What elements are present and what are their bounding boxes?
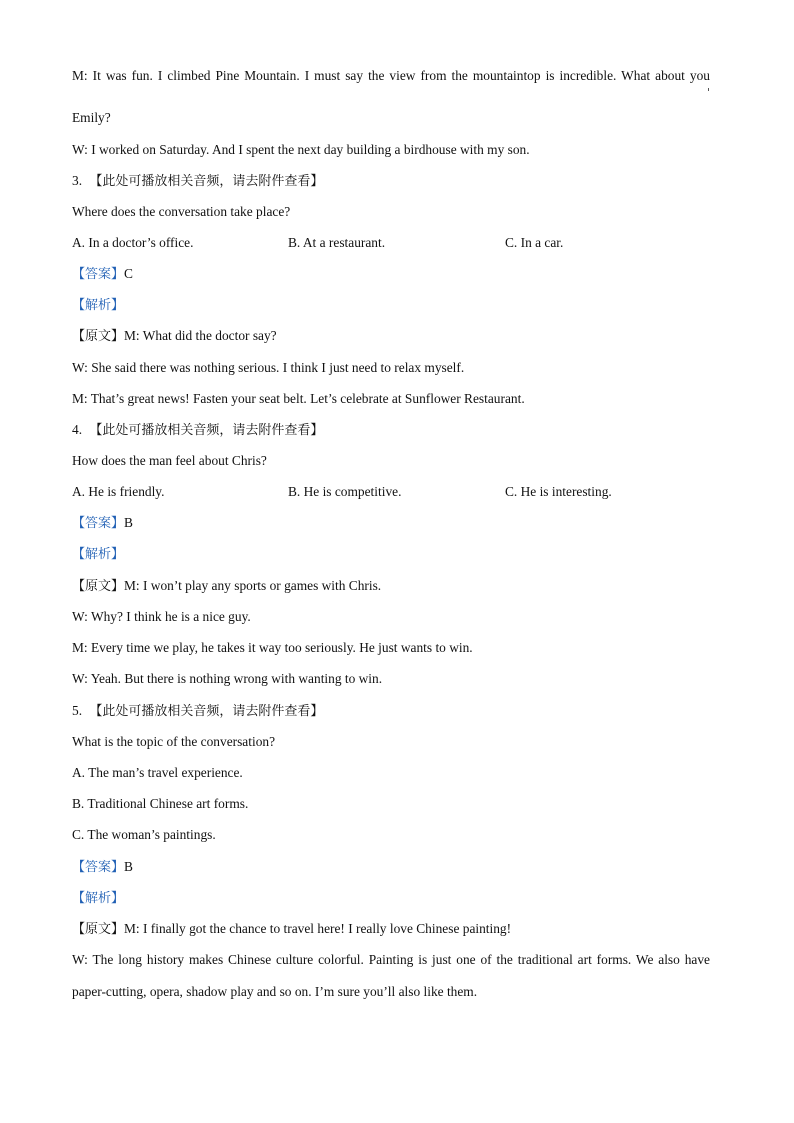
q3-option-a: A. In a doctor’s office. (72, 235, 194, 250)
transcript-text: M: What did the doctor say? (124, 328, 277, 343)
q4-analysis (72, 546, 124, 562)
q3-answer (72, 266, 133, 282)
answer-value: B (124, 515, 133, 530)
q4-transcript-line-4: W: Yeah. But there is nothing wrong with wanting to win. (72, 671, 383, 686)
q2-transcript-line-2: Emily? (72, 110, 111, 125)
q3-option-b: B. At a restaurant. (288, 235, 386, 250)
q2-transcript-line-3: W: I worked on Saturday. And I spent the next day building a birdhouse with my son. (72, 142, 530, 157)
q5-analysis (72, 890, 124, 906)
transcript-text: M: I won’t play any sports or games with Chris. (124, 578, 382, 593)
original-label: 【原文】 (72, 329, 125, 344)
q3-transcript-line-2: W: She said there was nothing serious. I think I just need to relax myself. (72, 360, 465, 375)
q4-transcript-line-3: M: Every time we play, he takes it way too seriously. He just wants to win. (72, 640, 473, 655)
q4-option-c: C. He is interesting. (505, 484, 612, 499)
q4-transcript-line-2: W: Why? I think he is a nice guy. (72, 609, 251, 624)
analysis-label: 【解析】 (72, 891, 125, 906)
q4-option-b: B. He is competitive. (288, 484, 402, 499)
q4-header (72, 422, 323, 438)
answer-label: 【答案】 (72, 267, 125, 282)
answer-label: 【答案】 (72, 516, 125, 531)
q2-transcript-line-1: M: It was fun. I climbed Pine Mountain. I must say the view from the mountaintop is incredible. What about you (72, 68, 710, 83)
audio-note: 【此处可播放相关音频，请去附件查看】 (89, 704, 324, 719)
q3-transcript-line-3: M: That’s great news! Fasten your seat belt. Let’s celebrate at Sunflower Restaurant. (72, 391, 525, 406)
q4-answer (72, 515, 133, 531)
q5-header (72, 703, 323, 719)
original-label: 【原文】 (72, 579, 125, 594)
q5-option-c: C. The woman’s paintings. (72, 827, 216, 842)
q5-transcript-line-3: paper-cutting, opera, shadow play and so on. I’m sure you’ll also like them. (72, 984, 478, 999)
q5-transcript-line-2: W: The long history makes Chinese culture colorful. Painting is just one of the traditional art forms. We also have (72, 952, 710, 967)
analysis-label: 【解析】 (72, 298, 125, 313)
audio-note: 【此处可播放相关音频，请去附件查看】 (89, 423, 324, 438)
original-label: 【原文】 (72, 922, 125, 937)
q5-transcript-line-1 (72, 921, 511, 937)
audio-note: 【此处可播放相关音频，请去附件查看】 (89, 174, 324, 189)
q3-transcript-line-1 (72, 328, 277, 344)
q4-question: How does the man feel about Chris? (72, 453, 267, 468)
q4-transcript-line-1 (72, 578, 381, 594)
q5-question: What is the topic of the conversation? (72, 734, 276, 749)
q3-option-c: C. In a car. (505, 235, 564, 250)
q5-option-a: A. The man’s travel experience. (72, 765, 243, 780)
q3-analysis (72, 297, 124, 313)
question-number: 3. (72, 173, 83, 188)
margin-mark (708, 88, 709, 91)
question-number: 4. (72, 422, 83, 437)
question-number: 5. (72, 703, 83, 718)
q5-answer (72, 859, 133, 875)
q5-option-b: B. Traditional Chinese art forms. (72, 796, 249, 811)
q3-header (72, 173, 323, 189)
answer-label: 【答案】 (72, 860, 125, 875)
q4-option-a: A. He is friendly. (72, 484, 165, 499)
transcript-text: M: I finally got the chance to travel here! I really love Chinese painting! (124, 921, 512, 936)
analysis-label: 【解析】 (72, 547, 125, 562)
answer-value: C (124, 266, 133, 281)
answer-value: B (124, 859, 133, 874)
q3-question: Where does the conversation take place? (72, 204, 291, 219)
